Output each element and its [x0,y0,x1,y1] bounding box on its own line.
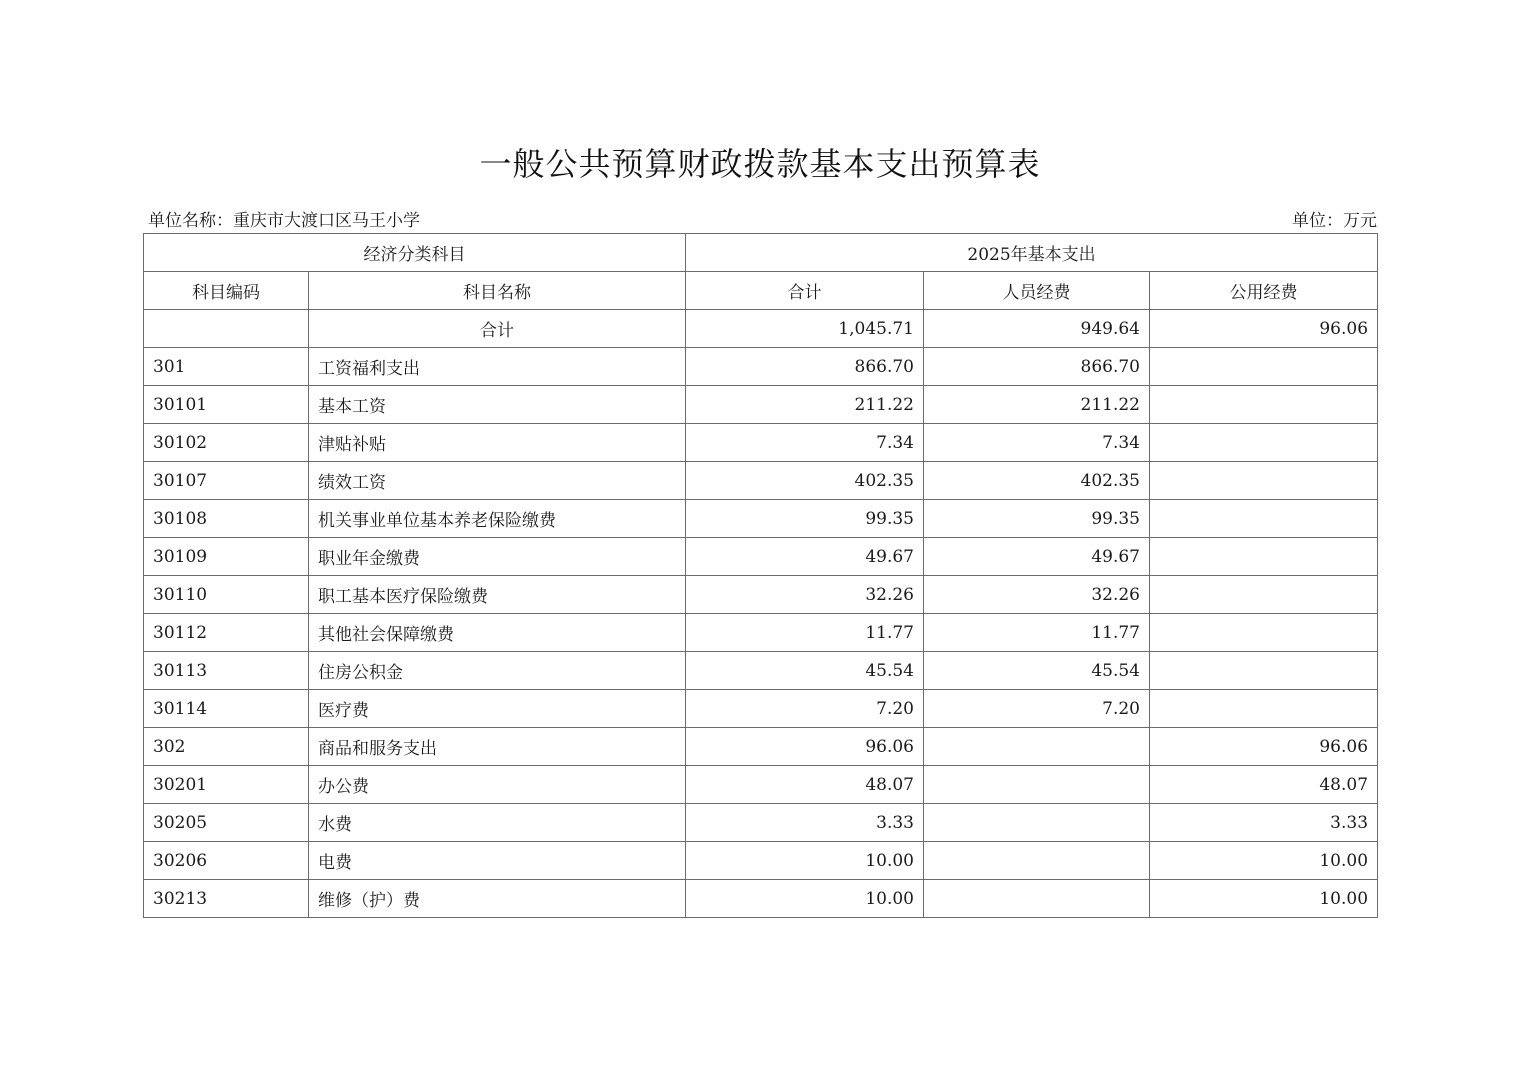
cell-code: 30101 [144,386,309,424]
header-public: 公用经费 [1150,272,1378,310]
unit-name-label: 单位名称：重庆市大渡口区马王小学 [148,211,420,231]
cell-code: 302 [144,728,309,766]
cell-total: 3.33 [686,804,924,842]
cell-name: 工资福利支出 [309,348,686,386]
cell-total: 99.35 [686,500,924,538]
cell-code: 30107 [144,462,309,500]
cell-personnel: 949.64 [924,310,1150,348]
header-basic-expenditure-2025: 2025年基本支出 [686,234,1378,272]
table-row [144,500,1378,538]
cell-public: 10.00 [1150,880,1378,918]
cell-name: 绩效工资 [309,462,686,500]
table-row [144,424,1378,462]
cell-code: 301 [144,348,309,386]
cell-personnel: 7.20 [924,690,1150,728]
cell-public: 10.00 [1150,842,1378,880]
cell-public [1150,576,1378,614]
cell-name: 电费 [309,842,686,880]
cell-name: 办公费 [309,766,686,804]
table-row [144,842,1378,880]
cell-personnel [924,728,1150,766]
cell-personnel: 402.35 [924,462,1150,500]
cell-total: 7.34 [686,424,924,462]
header-total: 合计 [686,272,924,310]
table-column-header-row [144,272,1378,310]
cell-name: 住房公积金 [309,652,686,690]
cell-personnel [924,766,1150,804]
cell-total: 10.00 [686,880,924,918]
budget-table [143,233,1378,918]
table-group-header-row [144,234,1378,272]
header-econ-classification: 经济分类科目 [144,234,686,272]
cell-code: 30110 [144,576,309,614]
cell-total: 32.26 [686,576,924,614]
cell-personnel: 99.35 [924,500,1150,538]
cell-total: 402.35 [686,462,924,500]
cell-personnel: 211.22 [924,386,1150,424]
header-personnel: 人员经费 [924,272,1150,310]
cell-personnel: 7.34 [924,424,1150,462]
table-row [144,386,1378,424]
cell-name: 医疗费 [309,690,686,728]
table-row [144,766,1378,804]
cell-code [144,310,309,348]
table-row [144,614,1378,652]
cell-public [1150,652,1378,690]
cell-personnel: 11.77 [924,614,1150,652]
cell-personnel [924,880,1150,918]
table-row-total [144,310,1378,348]
cell-code: 30112 [144,614,309,652]
page-title: 一般公共预算财政拨款基本支出预算表 [479,145,1041,183]
cell-code: 30201 [144,766,309,804]
cell-name: 机关事业单位基本养老保险缴费 [309,500,686,538]
cell-code: 30114 [144,690,309,728]
cell-total: 49.67 [686,538,924,576]
table-row [144,728,1378,766]
table-row [144,348,1378,386]
cell-personnel: 49.67 [924,538,1150,576]
cell-public [1150,690,1378,728]
cell-code: 30213 [144,880,309,918]
cell-name: 商品和服务支出 [309,728,686,766]
cell-public: 96.06 [1150,310,1378,348]
cell-total: 7.20 [686,690,924,728]
cell-public [1150,538,1378,576]
cell-name: 维修（护）费 [309,880,686,918]
cell-name: 职业年金缴费 [309,538,686,576]
cell-total: 11.77 [686,614,924,652]
cell-name: 职工基本医疗保险缴费 [309,576,686,614]
cell-name: 合计 [309,310,686,348]
cell-code: 30109 [144,538,309,576]
cell-public: 48.07 [1150,766,1378,804]
cell-code: 30206 [144,842,309,880]
cell-code: 30108 [144,500,309,538]
cell-total: 1,045.71 [686,310,924,348]
cell-total: 45.54 [686,652,924,690]
cell-personnel: 32.26 [924,576,1150,614]
table-row [144,804,1378,842]
header-name: 科目名称 [309,272,686,310]
cell-public [1150,424,1378,462]
cell-code: 30205 [144,804,309,842]
table-row [144,652,1378,690]
cell-total: 96.06 [686,728,924,766]
unit-label: 单位：万元 [1292,211,1377,231]
table-row [144,576,1378,614]
cell-public [1150,500,1378,538]
table-row [144,690,1378,728]
cell-code: 30102 [144,424,309,462]
table-row [144,462,1378,500]
cell-total: 211.22 [686,386,924,424]
cell-name: 基本工资 [309,386,686,424]
cell-total: 10.00 [686,842,924,880]
cell-personnel [924,804,1150,842]
cell-name: 水费 [309,804,686,842]
header-code: 科目编码 [144,272,309,310]
cell-personnel: 866.70 [924,348,1150,386]
table-row [144,538,1378,576]
cell-personnel [924,842,1150,880]
cell-total: 866.70 [686,348,924,386]
cell-name: 其他社会保障缴费 [309,614,686,652]
cell-public [1150,614,1378,652]
cell-public [1150,386,1378,424]
cell-public: 96.06 [1150,728,1378,766]
cell-personnel: 45.54 [924,652,1150,690]
cell-public [1150,462,1378,500]
cell-public: 3.33 [1150,804,1378,842]
cell-name: 津贴补贴 [309,424,686,462]
cell-code: 30113 [144,652,309,690]
table-row [144,880,1378,918]
cell-total: 48.07 [686,766,924,804]
cell-public [1150,348,1378,386]
